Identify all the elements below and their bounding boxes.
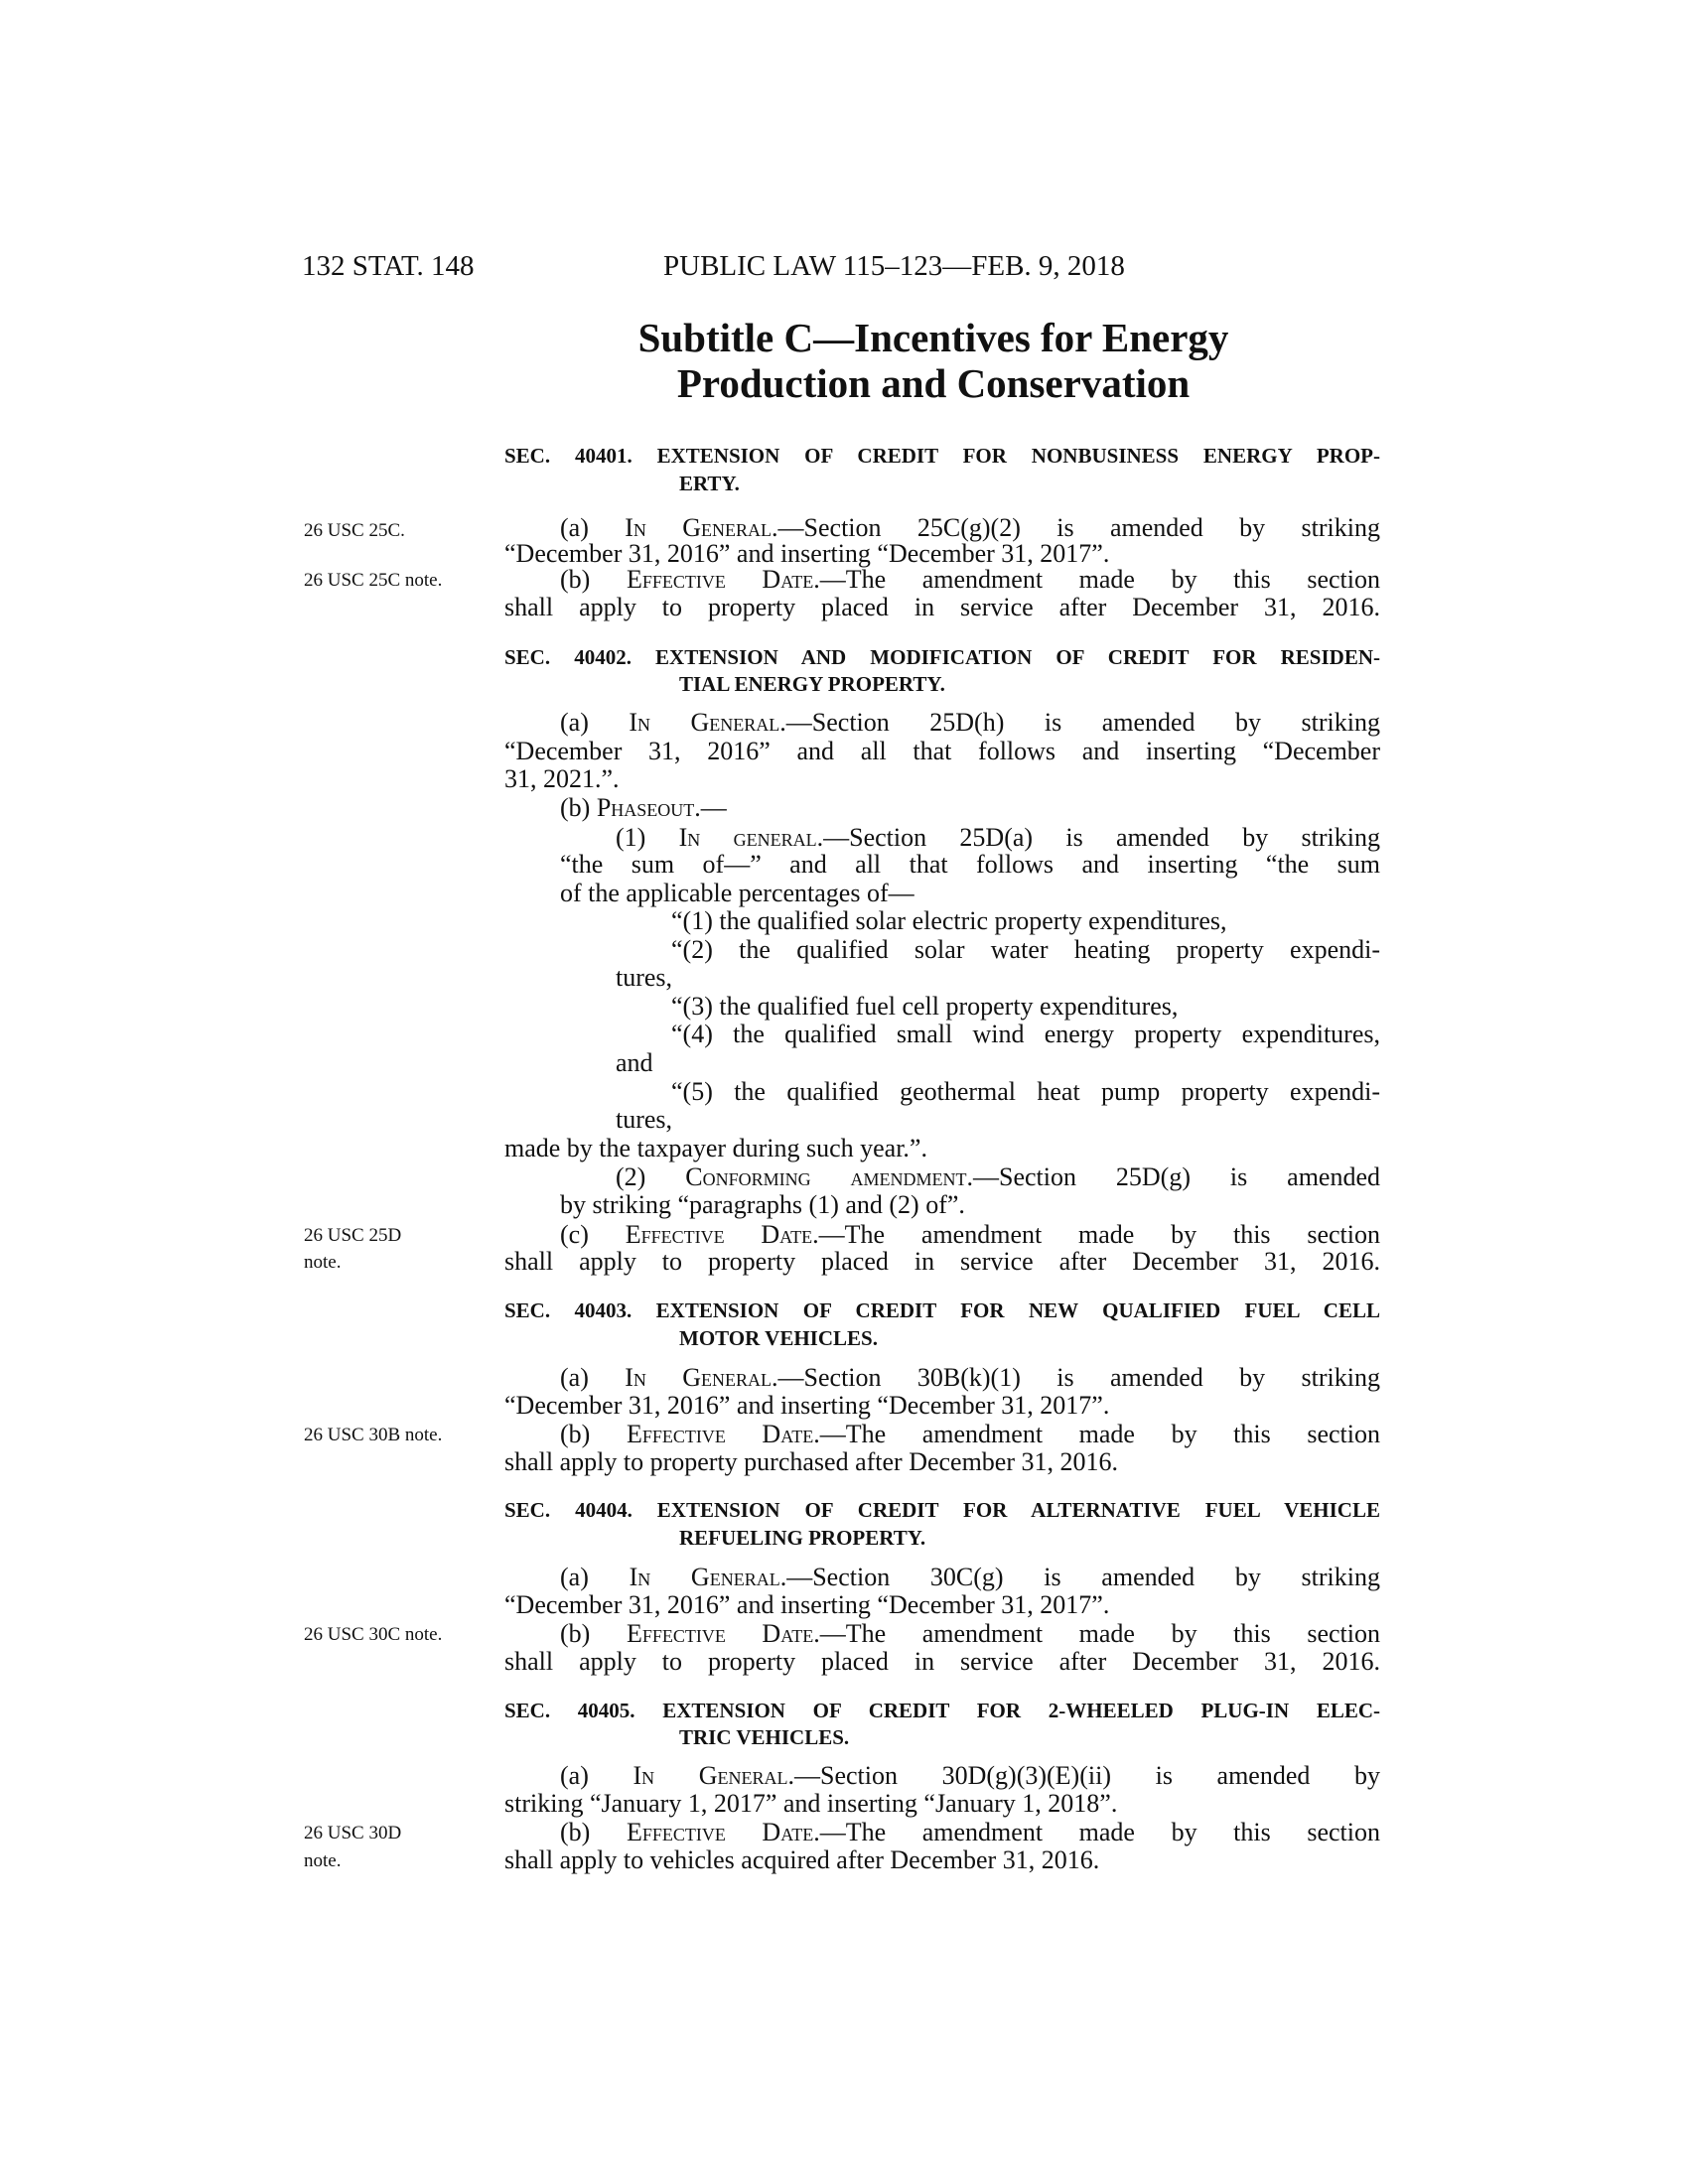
body-text-line <box>671 1020 1380 1049</box>
text-segment: SEC. 40402. EXTENSION AND MODIFICATION OF CREDIT FOR RESIDEN- <box>504 645 1380 669</box>
text-segment: striking “January 1, 2017” and inserting “January 1, 2018”. <box>504 1789 1118 1818</box>
paragraph-heading: In General <box>629 1563 780 1591</box>
margin-citation-note: 26 USC 25C note. <box>304 570 443 591</box>
text-segment: of the applicable percentages of— <box>560 879 914 907</box>
text-segment: (b) <box>560 1619 627 1648</box>
text-segment: and <box>616 1048 653 1077</box>
body-text-line <box>504 764 1380 794</box>
body-text-line <box>504 1391 1380 1421</box>
text-segment: “December 31, 2016” and all that follows and inserting “December <box>504 737 1380 765</box>
text-segment: MOTOR VEHICLES. <box>679 1326 878 1350</box>
body-text-line <box>504 1134 1380 1163</box>
text-segment: (b) <box>560 565 627 594</box>
margin-citation-note: 26 USC 30C note. <box>304 1624 443 1645</box>
text-segment: (1) <box>616 823 679 852</box>
section-heading-line <box>679 469 1380 498</box>
body-text-line <box>504 1247 1380 1277</box>
body-text-line <box>504 1845 1380 1875</box>
text-segment: shall apply to property placed in service after December 31, 2016. <box>504 593 1380 621</box>
text-segment: (a) <box>560 1363 626 1392</box>
paragraph-heading: In General <box>633 1761 788 1790</box>
paragraph-heading: Effective Date <box>626 1420 814 1448</box>
margin-citation-note: 26 USC 30B note. <box>304 1425 443 1445</box>
text-segment: shall apply to property placed in service after December 31, 2016. <box>504 1647 1380 1676</box>
text-segment: “(4) the qualified small wind energy property expenditures, <box>671 1020 1380 1048</box>
body-text-line <box>560 850 1380 880</box>
text-segment: “(5) the qualified geothermal heat pump property expendi- <box>671 1077 1380 1106</box>
body-text-line <box>671 1077 1380 1107</box>
body-text-line <box>560 1220 1380 1250</box>
body-text-line <box>616 1105 1380 1135</box>
text-segment: .—Section 30D(g)(3)(E)(ii) is amended by <box>787 1761 1380 1790</box>
text-segment: “(1) the qualified solar electric property expenditures, <box>671 906 1227 935</box>
paragraph-heading: Effective Date <box>626 1619 814 1648</box>
subtitle-line-1: Subtitle C—Incentives for Energy <box>637 315 1229 360</box>
section-heading-line <box>679 669 1380 699</box>
body-text-line <box>560 1363 1380 1393</box>
section-heading-line <box>679 1523 1380 1553</box>
section-heading-line <box>504 1696 1380 1725</box>
text-segment: .—The amendment made by this section <box>813 1420 1380 1448</box>
paragraph-heading: Effective Date <box>625 1220 813 1249</box>
paragraph-heading: In General <box>629 708 780 737</box>
paragraph-heading: In General <box>625 1363 773 1392</box>
body-text-line <box>560 565 1380 595</box>
body-text-line <box>560 1190 1380 1220</box>
body-text-line <box>560 1818 1380 1847</box>
margin-citation-note: note. <box>304 1252 342 1273</box>
text-segment: “December 31, 2016” and inserting “December 31, 2017”. <box>504 1391 1110 1420</box>
body-text-line <box>671 906 1380 936</box>
margin-citation-note: note. <box>304 1850 342 1871</box>
text-segment: “December 31, 2016” and inserting “December 31, 2017”. <box>504 539 1110 568</box>
text-segment: (a) <box>560 1563 630 1591</box>
text-segment: (a) <box>560 513 626 542</box>
text-segment: (b) <box>560 1420 627 1448</box>
text-segment: “(3) the qualified fuel cell property expenditures, <box>671 992 1179 1021</box>
text-segment: “(2) the qualified solar water heating property expendi- <box>671 935 1380 964</box>
text-segment: tures, <box>616 963 673 992</box>
body-text-line <box>616 1162 1380 1192</box>
body-text-line <box>560 793 1380 823</box>
body-text-line <box>560 1761 1380 1791</box>
margin-citation-note: 26 USC 25C. <box>304 520 405 541</box>
text-segment: by striking “paragraphs (1) and (2) of”. <box>560 1190 965 1219</box>
text-segment: tures, <box>616 1105 673 1134</box>
section-heading-line <box>504 642 1380 672</box>
text-segment: (b) <box>560 793 597 822</box>
body-text-line <box>616 1048 1380 1078</box>
text-segment: ERTY. <box>679 472 740 495</box>
paragraph-heading: Phaseout <box>596 793 695 822</box>
text-segment: (b) <box>560 1818 627 1846</box>
text-segment: (2) <box>616 1162 686 1191</box>
paragraph-heading: In general <box>678 823 817 852</box>
text-segment: SEC. 40405. EXTENSION OF CREDIT FOR 2-WHEELED PLUG-IN ELEC- <box>504 1699 1380 1722</box>
text-segment: TRIC VEHICLES. <box>679 1725 850 1749</box>
body-text-line <box>560 708 1380 738</box>
text-segment: .—Section 25D(a) is amended by striking <box>816 823 1380 852</box>
body-text-line <box>671 935 1380 965</box>
body-text-line <box>560 1563 1380 1592</box>
body-text-line <box>504 593 1380 622</box>
section-heading-line <box>504 441 1380 471</box>
text-segment: SEC. 40404. EXTENSION OF CREDIT FOR ALTERNATIVE FUEL VEHICLE <box>504 1498 1380 1522</box>
body-text-line <box>671 992 1380 1022</box>
body-text-line <box>560 1619 1380 1649</box>
text-segment: .—The amendment made by this section <box>813 1818 1380 1846</box>
text-segment: .—The amendment made by this section <box>813 565 1380 594</box>
text-segment: .—Section 30B(k)(1) is amended by striking <box>772 1363 1380 1392</box>
text-segment: shall apply to vehicles acquired after December 31, 2016. <box>504 1845 1100 1874</box>
text-segment: SEC. 40403. EXTENSION OF CREDIT FOR NEW QUALIFIED FUEL CELL <box>504 1298 1380 1322</box>
text-segment: .—Section 25C(g)(2) is amended by striking <box>772 513 1380 542</box>
text-segment: .—The amendment made by this section <box>813 1619 1380 1648</box>
body-text-line <box>560 1420 1380 1449</box>
body-text-line <box>616 963 1380 993</box>
section-heading-line <box>679 1722 1380 1752</box>
subtitle-line-2: Production and Conservation <box>676 360 1191 406</box>
paragraph-heading: In General <box>625 513 773 542</box>
text-segment: (a) <box>560 708 630 737</box>
text-segment: made by the taxpayer during such year.”. <box>504 1134 927 1162</box>
text-segment: TIAL ENERGY PROPERTY. <box>679 672 945 696</box>
text-segment: shall apply to property placed in service after December 31, 2016. <box>504 1247 1380 1276</box>
text-segment: (a) <box>560 1761 633 1790</box>
text-segment: .—Section 25D(g) is amended <box>966 1162 1381 1191</box>
body-text-line <box>616 823 1380 853</box>
text-segment: (c) <box>560 1220 626 1249</box>
body-text-line <box>504 1789 1380 1819</box>
text-segment: 31, 2021.”. <box>504 764 620 793</box>
section-heading-line <box>679 1323 1380 1353</box>
text-segment: SEC. 40401. EXTENSION OF CREDIT FOR NONBUSINESS ENERGY PROP- <box>504 444 1380 468</box>
section-heading-line <box>504 1296 1380 1325</box>
body-text-line <box>504 1447 1380 1477</box>
body-text-line <box>504 1647 1380 1677</box>
text-segment: “December 31, 2016” and inserting “December 31, 2017”. <box>504 1590 1110 1619</box>
text-segment: “the sum of—” and all that follows and inserting “the sum <box>560 850 1380 879</box>
body-text-line <box>560 879 1380 908</box>
paragraph-heading: Effective Date <box>626 1818 814 1846</box>
body-text-line <box>504 1590 1380 1620</box>
paragraph-heading: Effective Date <box>626 565 814 594</box>
running-header: PUBLIC LAW 115–123—FEB. 9, 2018 <box>663 250 1125 282</box>
text-segment: .— <box>694 793 727 822</box>
paragraph-heading: Conforming amendment <box>685 1162 967 1191</box>
text-segment: .—Section 25D(h) is amended by striking <box>779 708 1380 737</box>
text-segment: REFUELING PROPERTY. <box>679 1526 926 1550</box>
margin-citation-note: 26 USC 30D <box>304 1823 402 1843</box>
text-segment: shall apply to property purchased after December 31, 2016. <box>504 1447 1119 1476</box>
margin-citation-note: 26 USC 25D <box>304 1225 402 1246</box>
text-segment: .—The amendment made by this section <box>812 1220 1380 1249</box>
text-segment: .—Section 30C(g) is amended by striking <box>779 1563 1380 1591</box>
body-text-line <box>504 737 1380 766</box>
stat-page-number: 132 STAT. 148 <box>302 250 475 282</box>
section-heading-line <box>504 1495 1380 1525</box>
